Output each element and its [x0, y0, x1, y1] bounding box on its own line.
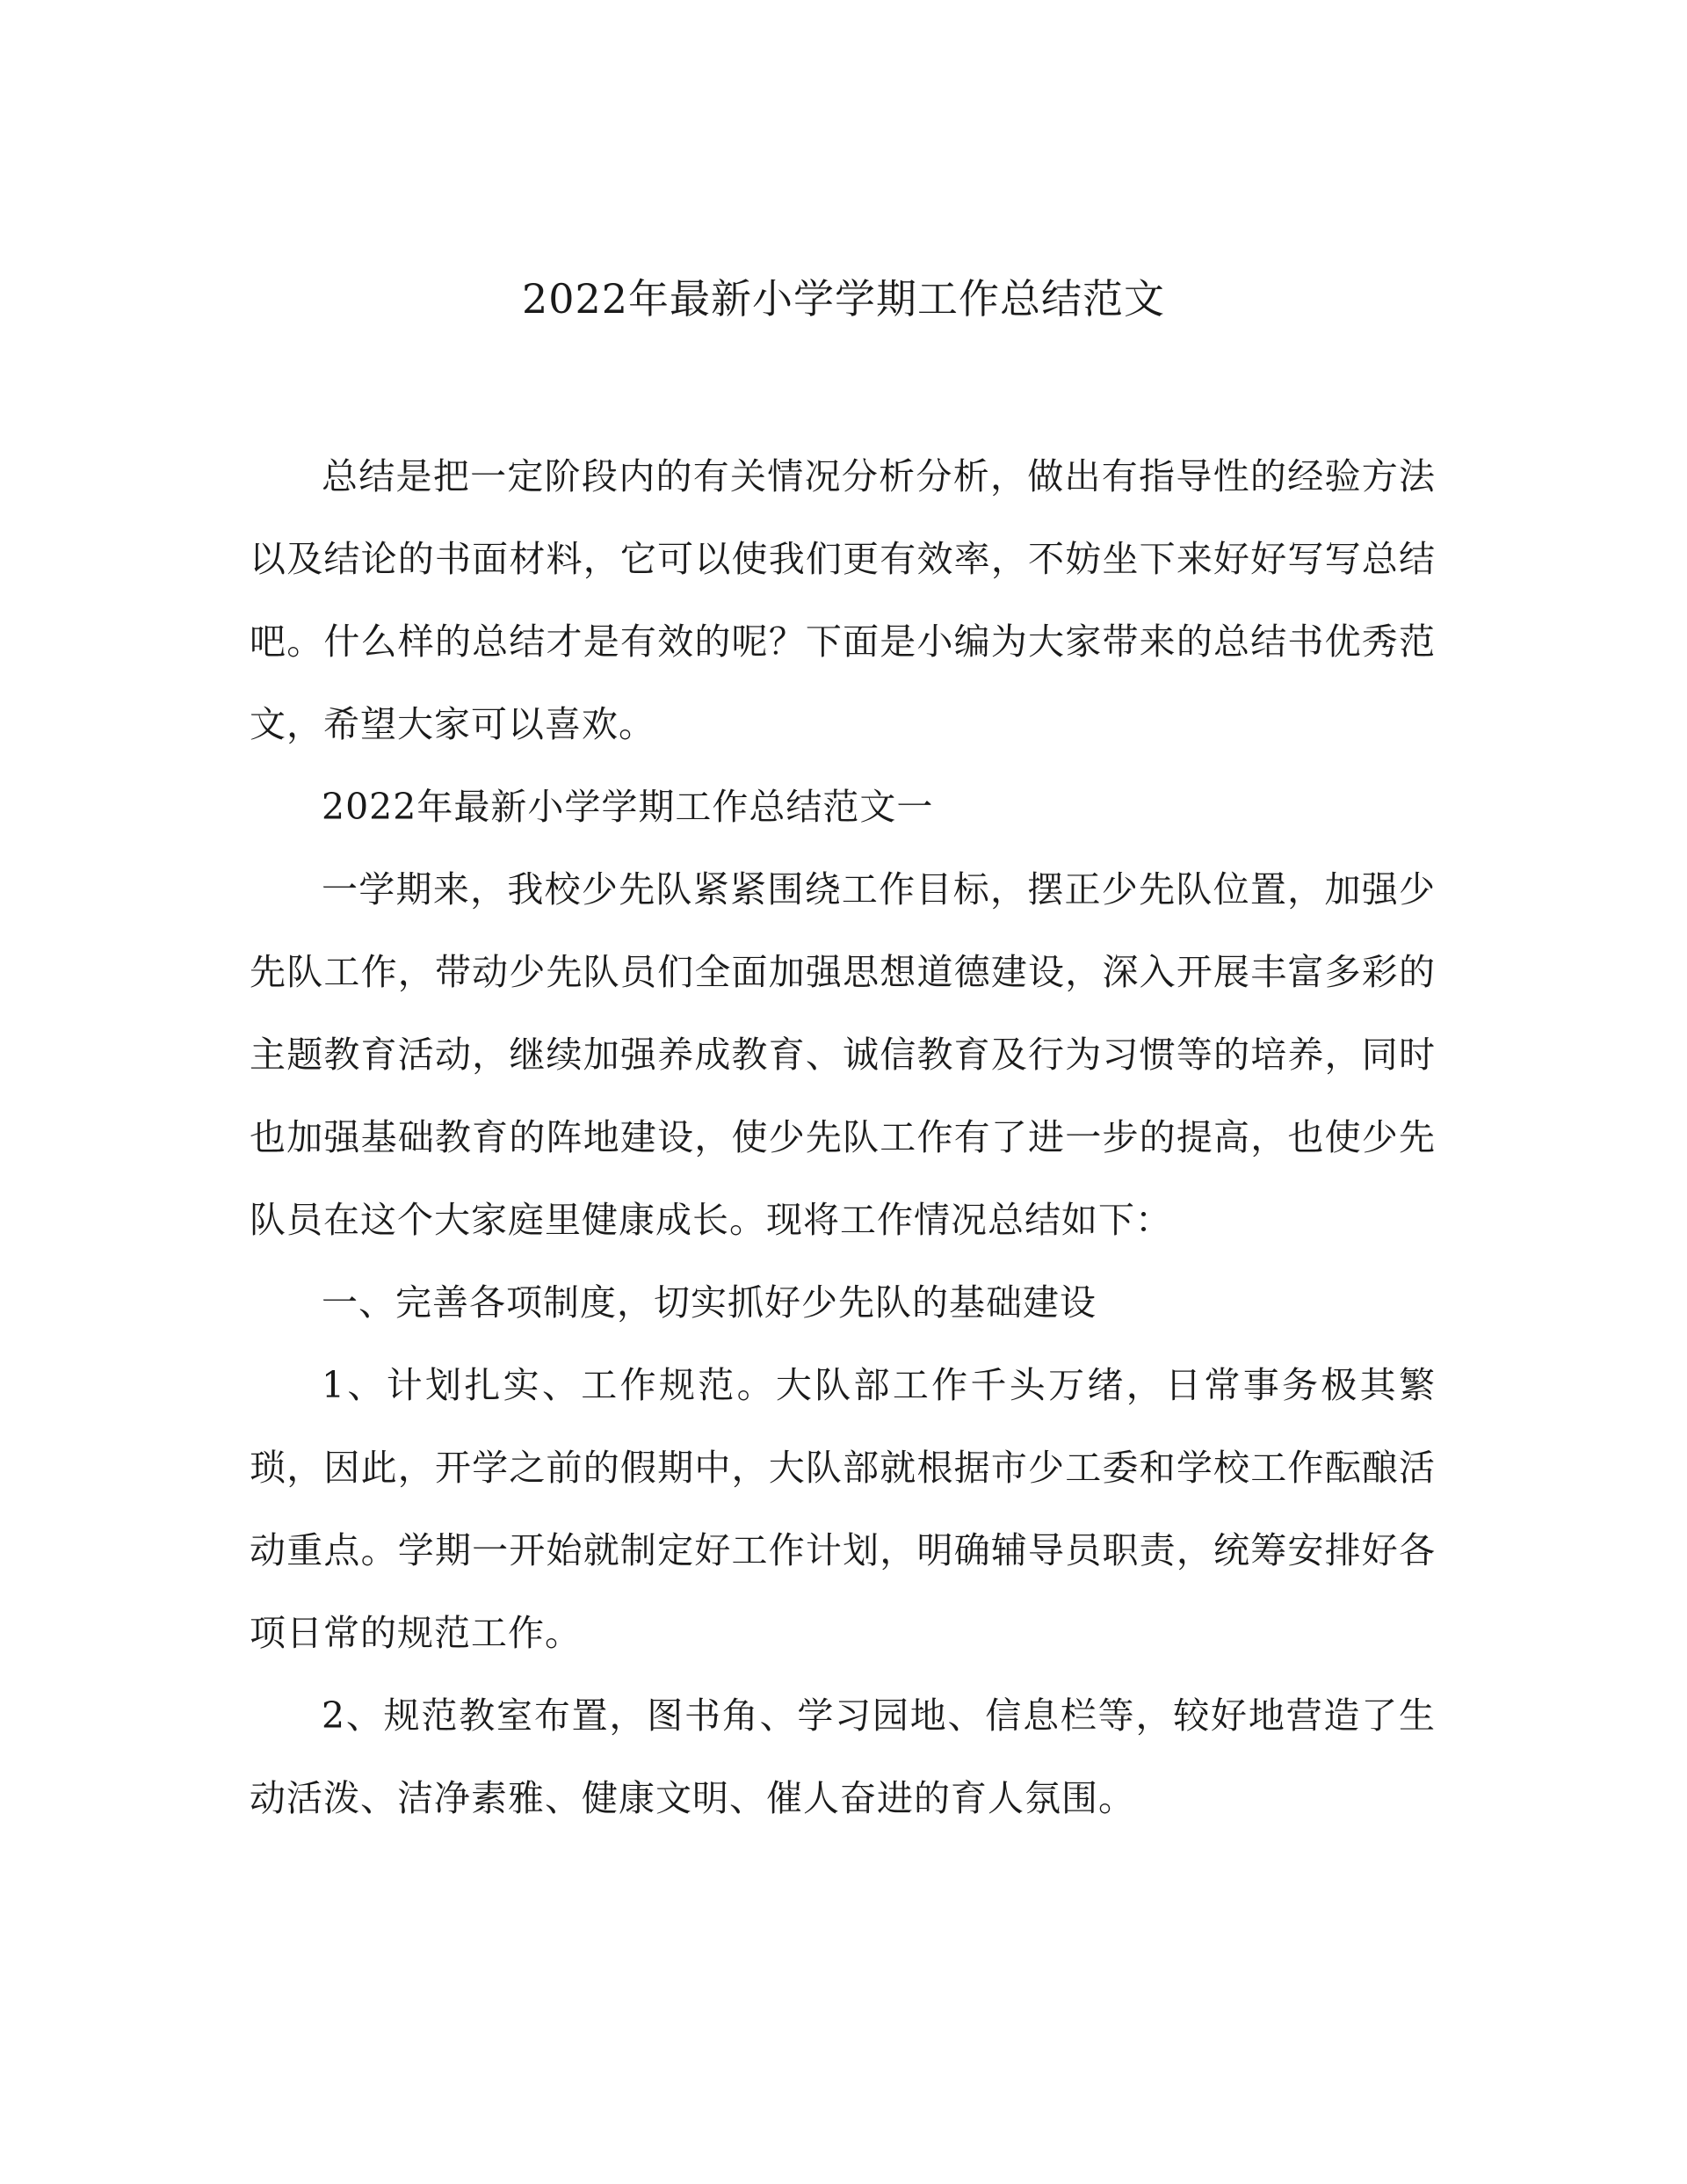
body-paragraph: 1、计划扎实、工作规范。大队部工作千头万绪，日常事务极其繁琐，因此，开学之前的假期中，大队部就根据市少工委和学校工作酝酿活动重点。学期一开始就制定好工作计划，明确辅导员职责，统筹安排好各项日常的规范工作。 [250, 1364, 1436, 1654]
body-paragraph: 2、规范教室布置，图书角、学习园地、信息栏等，较好地营造了生动活泼、洁净素雅、健康文明、催人奋进的育人氛围。 [250, 1694, 1436, 1819]
section-heading: 一、完善各项制度，切实抓好少先队的基础建设 [322, 1281, 1097, 1324]
document-title: 2022年最新小学学期工作总结范文 [521, 275, 1166, 323]
document-body [250, 435, 1436, 1839]
section-title: 2022年最新小学学期工作总结范文一 [322, 786, 934, 828]
body-paragraph: 一学期来，我校少先队紧紧围绕工作目标，摆正少先队位置，加强少先队工作，带动少先队员们全面加强思想道德建设，深入开展丰富多彩的主题教育活动，继续加强养成教育、诚信教育及行为习惯等的培养，同时也加强基础教育的阵地建设，使少先队工作有了进一步的提高，也使少先队员在这个大家庭里健康成长。现将工作情况总结如下： [250, 868, 1436, 1241]
intro-paragraph: 总结是把一定阶段内的有关情况分析分析，做出有指导性的经验方法以及结论的书面材料，它可以使我们更有效率，不妨坐下来好好写写总结吧。什么样的总结才是有效的呢？下面是小编为大家带来的总结书优秀范文，希望大家可以喜欢。 [250, 455, 1436, 745]
